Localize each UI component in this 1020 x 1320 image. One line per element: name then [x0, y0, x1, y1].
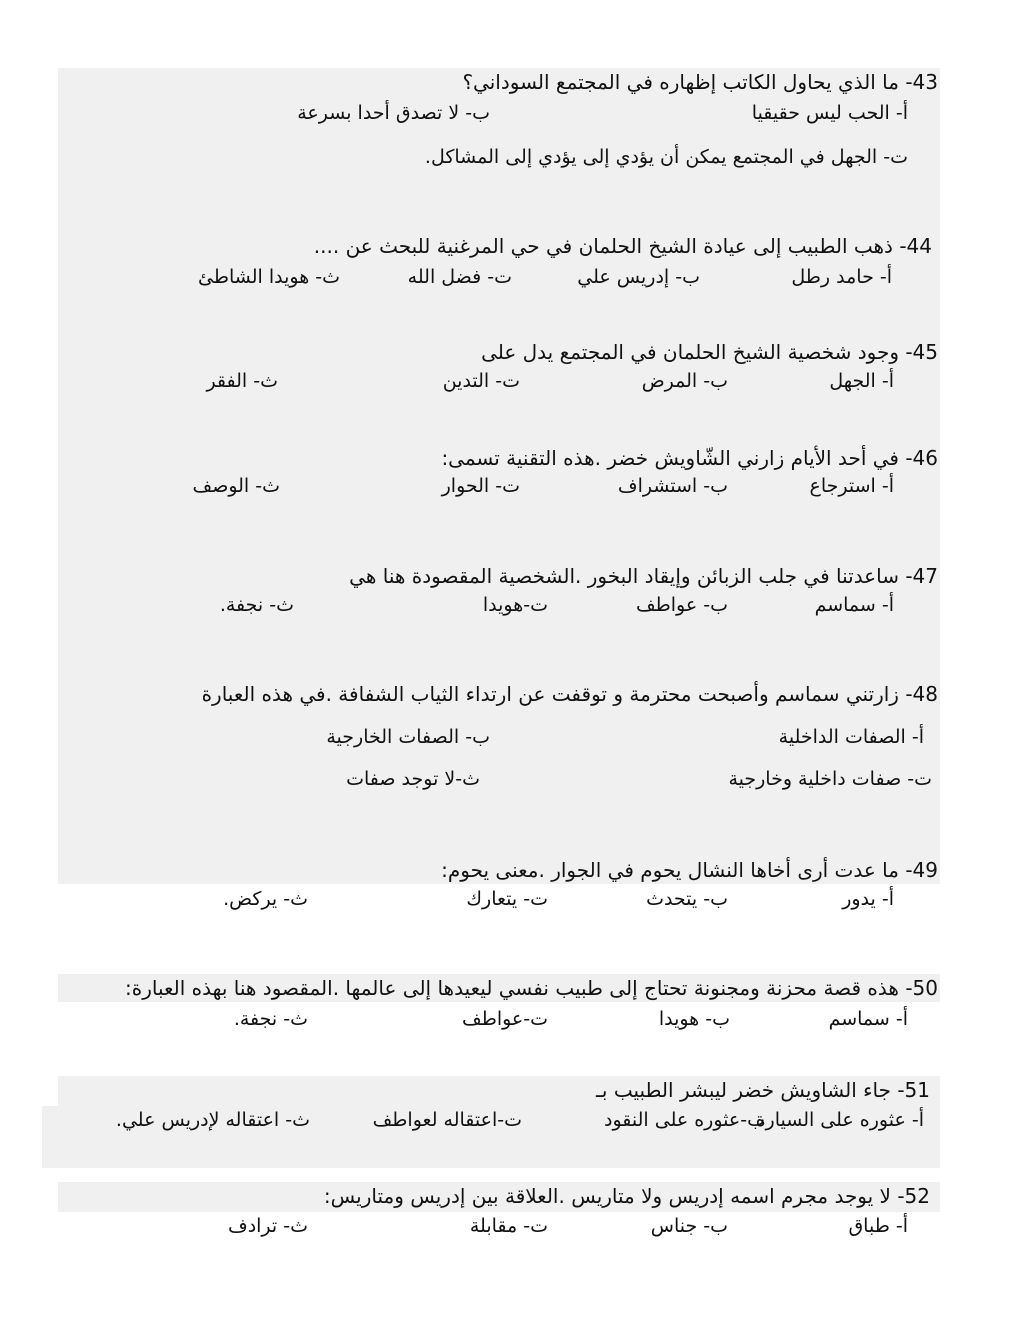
q46-option-th: ث- الوصف: [192, 475, 280, 497]
q45-option-t: ت- التدين: [442, 370, 520, 392]
q50-option-b: ب- هويدا: [658, 1008, 730, 1030]
q46-option-a: أ- استرجاع: [809, 475, 894, 497]
q48-option-a: أ- الصفات الداخلية: [778, 726, 924, 748]
question-45: 45- وجود شخصية الشيخ الحلمان في المجتمع يدل على: [481, 340, 938, 364]
question-47: 47- ساعدتنا في جلب الزبائن وإيقاد البخور .الشخصية المقصودة هنا هي: [349, 564, 938, 588]
q51-option-th: ث- اعتقاله لإدريس علي.: [115, 1109, 310, 1131]
q43-option-t: ت- الجهل في المجتمع يمكن أن يؤدي إلى يؤدي إلى المشاكل.: [424, 146, 908, 168]
q50-option-t: ت-عواطف: [462, 1008, 548, 1030]
q49-option-t: ت- يتعارك: [466, 888, 548, 910]
q50-option-th: ث- نجفة.: [233, 1008, 308, 1030]
q45-option-th: ث- الفقر: [206, 370, 278, 392]
q46-option-b: ب- استشراف: [617, 475, 728, 497]
q44-option-th: ث- هويدا الشاطئ: [198, 266, 340, 288]
q47-option-th: ث- نجفة.: [219, 594, 294, 616]
question-50: 50- هذه قصة محزنة ومجنونة تحتاج إلى طبيب نفسي ليعيدها إلى عالمها .المقصود هنا بهذه العبارة:: [124, 976, 938, 1000]
question-46: 46- في أحد الأيام زارني الشّاويش خضر .هذه التقنية تسمى:: [441, 446, 938, 470]
question-48: 48- زارتني سماسم وأصبحت محترمة و توقفت عن ارتداء الثياب الشفافة .في هذه العبارة: [201, 682, 938, 706]
q48-option-t: ت- صفات داخلية وخارجية: [728, 768, 932, 790]
question-52: 52- لا يوجد مجرم اسمه إدريس ولا متاريس .العلاقة بين إدريس ومتاريس:: [323, 1184, 930, 1208]
q47-option-t: ت-هويدا: [482, 594, 548, 616]
q49-option-th: ث- يركض.: [223, 888, 308, 910]
q45-option-b: ب- المرض: [641, 370, 728, 392]
q50-option-a: أ- سماسم: [828, 1008, 908, 1030]
q46-option-t: ت- الحوار: [441, 475, 520, 497]
q51-option-t: ت-اعتقاله لعواطف: [372, 1109, 522, 1131]
q51-option-b: ب-عثوره على النقود: [604, 1109, 765, 1131]
question-49: 49- ما عدت أرى أخاها النشال يحوم في الجوار .معنى يحوم:: [441, 858, 938, 882]
q47-option-b: ب- عواطف: [635, 594, 728, 616]
q52-option-t: ت- مقابلة: [469, 1215, 548, 1237]
q44-option-t: ت- فضل الله: [407, 266, 512, 288]
q44-option-a: أ- حامد رطل: [791, 266, 892, 288]
q48-option-th: ث-لا توجد صفات: [346, 768, 480, 790]
q52-option-a: أ- طباق: [848, 1215, 908, 1237]
q43-option-b: ب- لا تصدق أحدا بسرعة: [297, 102, 490, 124]
q51-option-a: أ- عثوره على السيارة: [755, 1109, 924, 1131]
q47-option-a: أ- سماسم: [814, 594, 894, 616]
q43-option-a: أ- الحب ليس حقيقيا: [751, 102, 908, 124]
q48-option-b: ب- الصفات الخارجية: [326, 726, 490, 748]
q45-option-a: أ- الجهل: [829, 370, 894, 392]
q49-option-a: أ- يدور: [842, 888, 894, 910]
question-43: 43- ما الذي يحاول الكاتب إظهاره في المجتمع السوداني؟: [462, 70, 938, 94]
question-44: 44- ذهب الطبيب إلى عيادة الشيخ الحلمان في حي المرغنية للبحث عن ....: [313, 234, 932, 258]
question-51: 51- جاء الشاويش خضر ليبشر الطبيب بـ: [596, 1078, 930, 1102]
q52-option-b: ب- جناس: [650, 1215, 728, 1237]
q52-option-th: ث- ترادف: [228, 1215, 308, 1237]
q49-option-b: ب- يتحدث: [646, 888, 728, 910]
q44-option-b: ب- إدريس علي: [577, 266, 700, 288]
